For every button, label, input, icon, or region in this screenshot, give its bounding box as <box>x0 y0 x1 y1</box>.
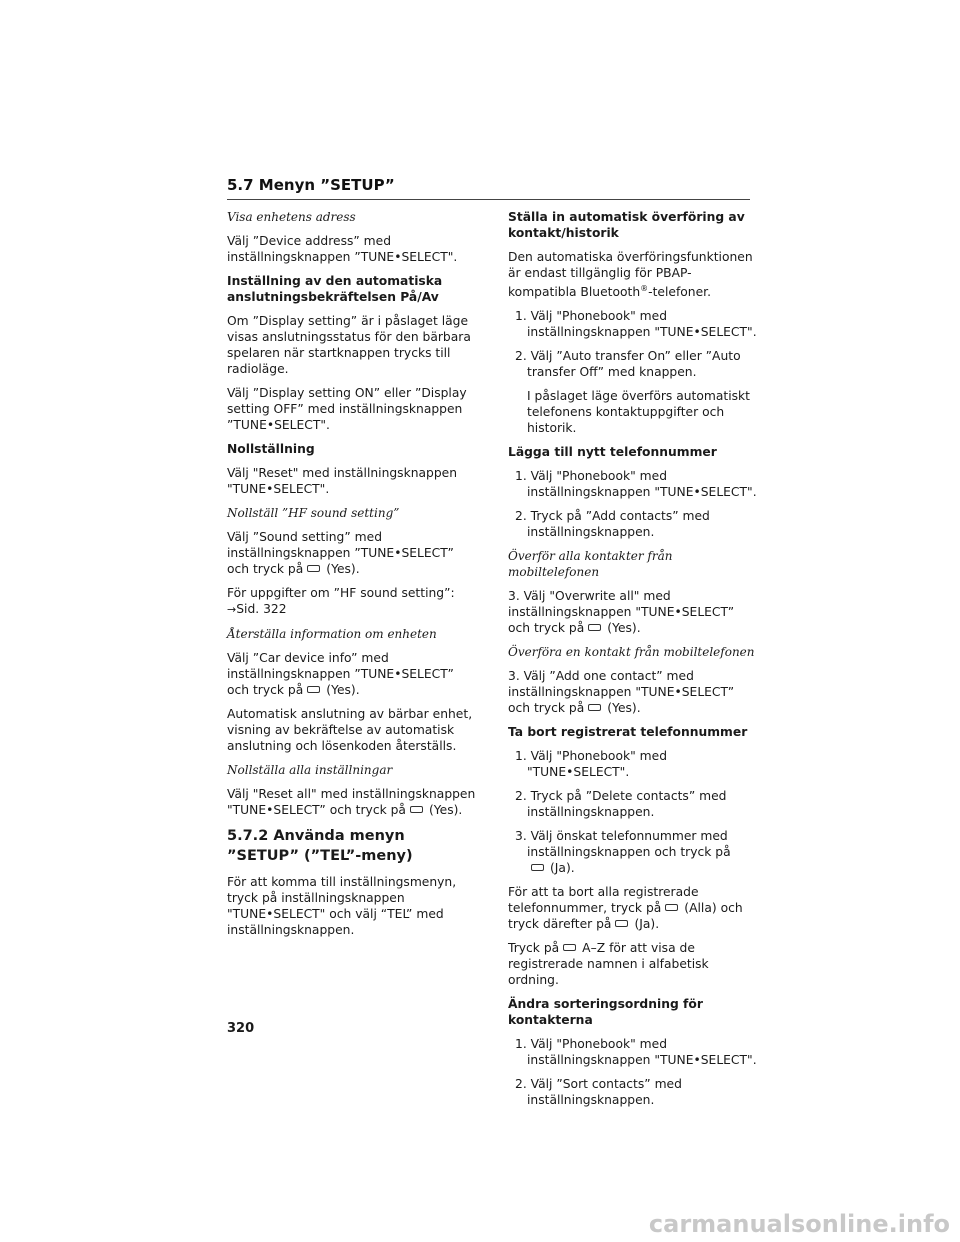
button-icon <box>588 704 601 711</box>
alphabetical-part-b: A–Z för att visa de registrerade namnen i alfabetisk ordning. <box>508 941 709 988</box>
tel-menu-heading: 5.7.2 Använda menyn ”SETUP” (”TEL”-meny) <box>227 828 413 864</box>
transfer-one-instruction: 3. Välj ”Add one contact” med inställningsknappen "TUNE•SELECT” och tryck på <box>508 669 735 716</box>
car-device-info-description: Automatisk anslutning av bärbar enhet, visning av bekräftelse av automatisk anslutning och lösenkoden återställs. <box>227 707 473 753</box>
delete-step-3 <box>508 828 758 876</box>
add-number-step-2: 2. Tryck på ”Add contacts” med inställningsknappen. <box>515 509 710 540</box>
tel-menu-text: För att komma till inställningsmenyn, tryck på inställningsknappen "TUNE•SELECT" och välj “TEL” med inställningsknappen. <box>227 875 457 937</box>
auto-connection-text-2: Välj ”Display setting ON” eller ”Display setting OFF” med inställningsknappen ”TUNE•SELECT". <box>227 386 467 432</box>
section-title: 5.7 Menyn ”SETUP” <box>227 176 750 200</box>
car-device-info-title: Återställa information om enheten <box>227 627 437 641</box>
ja-label: (Ja). <box>550 861 575 876</box>
reset-all-instruction: Välj "Reset all" med inställningsknappen "TUNE•SELECT” och tryck på <box>227 787 476 817</box>
button-icon <box>665 904 678 911</box>
reset-title: Nollställning <box>227 442 315 456</box>
yes-label: (Yes). <box>607 621 641 636</box>
transfer-one-text <box>508 668 758 716</box>
delete-all-part-c: (Ja). <box>634 917 660 932</box>
add-number-title: Lägga till nytt telefonnummer <box>508 445 717 460</box>
delete-all-text <box>508 884 758 932</box>
device-address-title: Visa enhetens adress <box>227 210 356 224</box>
delete-all-part-a: För att ta bort alla registrerade telefonnummer, tryck på <box>508 885 699 916</box>
alphabetical-text <box>508 940 758 988</box>
transfer-one-title: Överföra en kontakt från mobiltelefonen <box>508 645 755 660</box>
yes-label: (Yes). <box>326 683 360 697</box>
reset-text: Välj "Reset" med inställningsknappen "TUNE•SELECT". <box>227 466 458 496</box>
add-number-step-1: 1. Välj "Phonebook" med inställningsknappen "TUNE•SELECT". <box>515 469 757 500</box>
hf-sound-reference <box>227 585 477 618</box>
auto-connection-text-1: Om ”Display setting” är i påslaget läge visas anslutningsstatus för den bärbara spelaren när startknappen trycks till radioläge. <box>227 314 471 376</box>
page-reference-link[interactable]: Sid. 322 <box>236 602 287 616</box>
delete-all-part-b: (Alla) och tryck därefter på <box>508 901 743 932</box>
hf-sound-title: Nollställ ”HF sound setting” <box>227 506 400 520</box>
sort-step-1: 1. Välj "Phonebook" med inställningsknappen "TUNE•SELECT". <box>515 1037 757 1068</box>
left-column <box>227 209 477 946</box>
device-address-text: Välj ”Device address” med inställningsknappen ”TUNE•SELECT". <box>227 234 458 264</box>
sort-order-title: Ändra sorteringsordning för kontakterna <box>508 997 703 1028</box>
yes-label: (Yes). <box>428 803 463 817</box>
car-device-info-text <box>227 650 477 698</box>
button-icon <box>615 920 628 927</box>
transfer-all-title: Överför alla kontakter från mobiltelefonen <box>508 549 673 580</box>
page-number: 320 <box>227 1021 255 1036</box>
auto-connection-title: Inställning av den automatiska anslutningsbekräftelsen På/Av <box>227 274 443 304</box>
auto-transfer-description: Den automatiska överföringsfunktionen är endast tillgänglig för PBAP-kompatibla Bluetooth <box>508 250 753 300</box>
yes-label: (Yes). <box>607 701 641 716</box>
button-icon <box>410 806 423 813</box>
transfer-all-instruction: 3. Välj "Overwrite all" med inställningsknappen "TUNE•SELECT” och tryck på <box>508 589 735 636</box>
sort-step-2: 2. Välj ”Sort contacts” med inställningsknappen. <box>515 1077 682 1108</box>
button-icon <box>588 624 601 631</box>
car-device-info-instruction: Välj ”Car device info” med inställningsknappen ”TUNE•SELECT” och tryck på <box>227 651 454 697</box>
reset-all-text <box>227 786 477 818</box>
hf-reference-text: För uppgifter om ”HF sound setting”: <box>227 586 455 600</box>
alphabetical-part-a: Tryck på <box>508 941 560 956</box>
delete-step-3-instruction: 3. Välj önskat telefonnummer med inställningsknappen och tryck på <box>515 829 731 860</box>
hf-sound-text <box>227 529 477 577</box>
delete-step-1: 1. Välj "Phonebook" med "TUNE•SELECT". <box>515 749 668 780</box>
auto-transfer-step-2: 2. Välj ”Auto transfer On” eller ”Auto transfer Off” med knappen. <box>515 349 741 380</box>
hf-sound-instruction: Välj ”Sound setting” med inställningsknappen ”TUNE•SELECT” och tryck på <box>227 530 454 576</box>
button-icon <box>307 686 320 693</box>
auto-transfer-step-1: 1. Välj "Phonebook" med inställningsknappen "TUNE•SELECT". <box>515 309 757 340</box>
registered-mark: ® <box>640 284 649 293</box>
reset-all-title: Nollställa alla inställningar <box>227 763 393 777</box>
auto-transfer-title: Ställa in automatisk överföring av kontakt/historik <box>508 210 745 240</box>
delete-step-2: 2. Tryck på ”Delete contacts” med inställningsknappen. <box>515 789 727 820</box>
yes-label: (Yes). <box>326 562 360 576</box>
button-icon <box>563 944 576 951</box>
button-icon <box>307 565 320 572</box>
auto-transfer-note: I påslaget läge överförs automatiskt telefonens kontaktuppgifter och historik. <box>527 389 750 436</box>
right-column <box>508 209 758 1116</box>
transfer-all-text <box>508 588 758 636</box>
watermark: carmanualsonline.info <box>648 1210 950 1238</box>
auto-transfer-description-end: -telefoner. <box>648 285 711 300</box>
delete-number-title: Ta bort registrerat telefonnummer <box>508 725 748 740</box>
auto-transfer-text <box>508 249 758 300</box>
arrow-right-icon: → <box>227 603 237 616</box>
button-icon <box>531 864 544 871</box>
